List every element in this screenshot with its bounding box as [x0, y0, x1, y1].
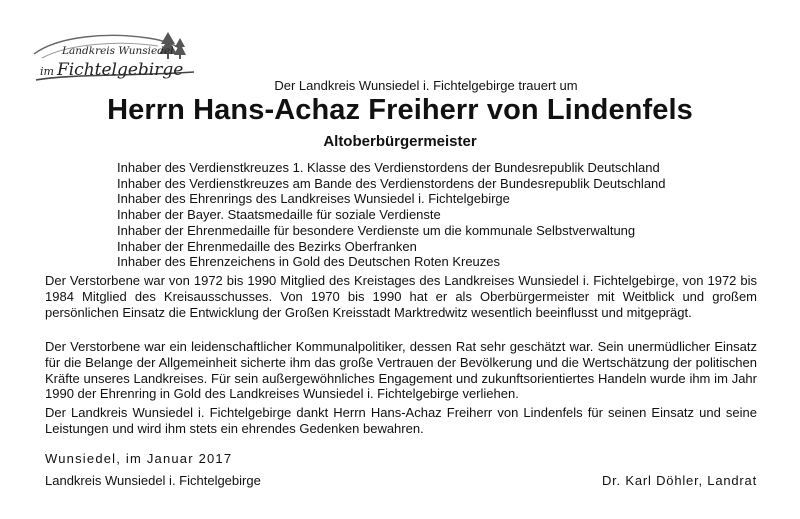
place-date: Wunsiedel, im Januar 2017: [45, 451, 233, 466]
logo-text-region: [40, 60, 183, 80]
logo-text-district: Landkreis Wunsiedel: [62, 45, 174, 57]
paragraph-career: Der Verstorbene war von 1972 bis 1990 Mitglied des Kreistages des Landkreises Wunsiedel i. Fichtelgebirge, von 1972 bis 1984 Mitglied des Kreisausschusses. Von 1970 bis 1990 hat er als Oberbürgermeister mit Weitblick und großem persönlichen Einsatz die Entwicklung der Großen Kreisstadt Marktredwitz wesentlich beeinflusst und mitgeprägt.: [45, 273, 757, 320]
signatory: Dr. Karl Döhler, Landrat: [601, 473, 757, 488]
deceased-title: Altoberbürgermeister: [323, 133, 477, 150]
paragraph-tribute: Der Verstorbene war ein leidenschaftlicher Kommunalpolitiker, dessen Rat sehr geschätzt war. Sein unermüdlicher Einsatz für die Belange der Allgemeinheit sicherte ihm das große Vertrauen der Bevölkerung und die Wertschätzung der politischen Kräfte unseres Landkreises. Für sein außergewöhnliches Engagement und zukunftsorientiertes Handeln wurde ihm im Jahr 1990 der Ehrenring in Gold des Landkreises Wunsiedel i. Fichtelgebirge verliehen.: [45, 339, 757, 402]
logo-text-name: Fichtelgebirge: [56, 60, 184, 80]
honour-item: Inhaber des Verdienstkreuzes 1. Klasse des Verdienstordens der Bundesrepublik Deutschland: [117, 160, 660, 175]
honours-list: [117, 160, 666, 270]
honour-item: Inhaber der Ehrenmedaille für besondere Verdienste um die kommunale Selbstverwaltung: [117, 222, 636, 238]
honour-item: Inhaber der Ehrenmedaille des Bezirks Oberfranken: [117, 238, 417, 254]
honour-item: Inhaber des Verdienstkreuzes am Bande des Verdienstordens der Bundesrepublik Deutschland: [117, 175, 666, 191]
paragraph-thanks: Der Landkreis Wunsiedel i. Fichtelgebirge dankt Herrn Hans-Achaz Freiherr von Lindenfels für seinen Einsatz und seine Leistungen und wird ihm stets ein ehrendes Gedenken bewahren.: [45, 405, 757, 436]
honour-item: Inhaber des Ehrenzeichens in Gold des Deutschen Roten Kreuzes: [117, 254, 501, 270]
honour-item: Inhaber der Bayer. Staatsmedaille für soziale Verdienste: [117, 207, 441, 223]
deceased-name: Herrn Hans-Achaz Freiherr von Lindenfels: [107, 94, 693, 126]
logo-text-prefix: im: [40, 65, 54, 78]
intro-line: Der Landkreis Wunsiedel i. Fichtelgebirge trauert um: [274, 78, 578, 93]
sender-name: Landkreis Wunsiedel i. Fichtelgebirge: [45, 473, 261, 488]
honour-item: Inhaber des Ehrenrings des Landkreises Wunsiedel i. Fichtelgebirge: [117, 191, 510, 207]
